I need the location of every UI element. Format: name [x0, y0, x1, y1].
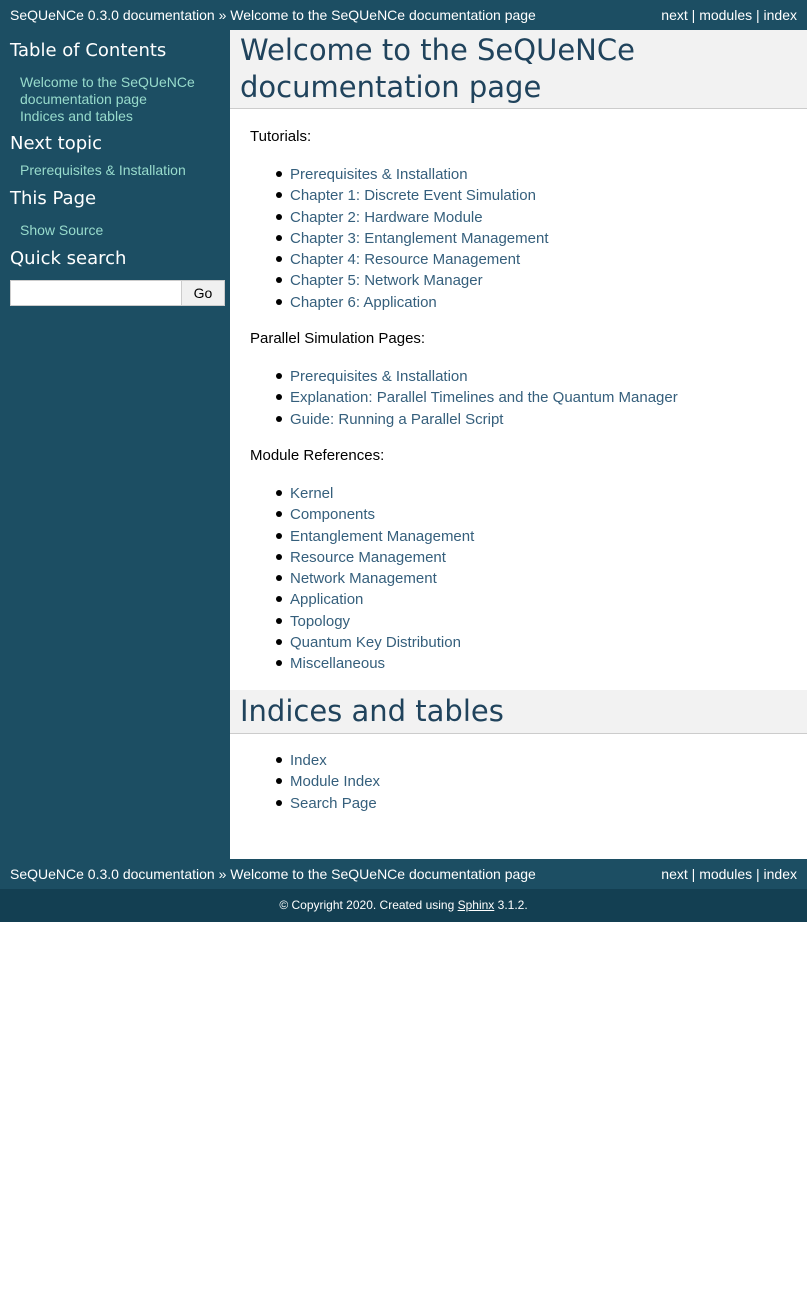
- list-item: [230, 632, 807, 653]
- bullet-icon: [274, 165, 282, 173]
- list-item: [230, 750, 807, 771]
- list-item: [230, 292, 807, 313]
- module-link[interactable]: Application: [290, 591, 364, 609]
- footer: [0, 889, 807, 922]
- this-page-heading: This Page: [10, 188, 97, 209]
- next-link[interactable]: next: [661, 866, 688, 882]
- list-item: [230, 483, 807, 504]
- page-title: [230, 32, 807, 106]
- next-link[interactable]: next: [661, 7, 688, 23]
- search-go-button[interactable]: Go: [181, 280, 225, 306]
- search-input[interactable]: [10, 280, 182, 306]
- indices-list: [230, 750, 807, 814]
- pipe-separator: |: [756, 7, 760, 23]
- bullet-icon: [274, 293, 282, 301]
- parallel-label: Parallel Simulation Pages:: [250, 330, 426, 347]
- index-link[interactable]: index: [763, 866, 797, 882]
- toc-item-welcome-line1[interactable]: Welcome to the SeQUeNCe: [20, 74, 195, 90]
- bullet-icon: [274, 208, 282, 216]
- breadcrumb: [10, 859, 536, 889]
- list-item: [230, 270, 807, 291]
- tutorial-link[interactable]: Chapter 6: Application: [290, 293, 437, 311]
- breadcrumb-separator: »: [218, 7, 227, 23]
- bullet-icon: [274, 569, 282, 577]
- sphinx-link[interactable]: Sphinx: [457, 898, 495, 912]
- version-text: 3.1.2.: [497, 898, 528, 912]
- toc-heading: Table of Contents: [10, 40, 167, 61]
- bullet-icon: [274, 186, 282, 194]
- modules-label: Module References:: [250, 447, 385, 464]
- bullet-icon: [274, 410, 282, 418]
- list-item: [230, 771, 807, 792]
- tutorial-link[interactable]: Chapter 4: Resource Management: [290, 251, 521, 269]
- list-item: [230, 249, 807, 270]
- bullet-icon: [274, 505, 282, 513]
- list-item: [230, 589, 807, 610]
- index-link[interactable]: index: [763, 7, 797, 23]
- next-topic-heading: Next topic: [10, 133, 103, 154]
- top-relbar: [0, 0, 807, 30]
- list-item: [230, 185, 807, 206]
- module-link[interactable]: Resource Management: [290, 548, 446, 566]
- page-title-box: [230, 30, 807, 109]
- list-item: [230, 164, 807, 185]
- module-link[interactable]: Quantum Key Distribution: [290, 634, 461, 652]
- tutorial-link[interactable]: Chapter 2: Hardware Module: [290, 208, 483, 226]
- modules-list: [230, 483, 807, 675]
- sidebar: [0, 30, 230, 859]
- parallel-link[interactable]: Prerequisites & Installation: [290, 368, 468, 385]
- breadcrumb-current: Welcome to the SeQUeNCe documentation page: [230, 866, 536, 882]
- bullet-icon: [274, 548, 282, 556]
- show-source-link[interactable]: Show Source: [20, 222, 104, 238]
- main-content: [230, 30, 807, 859]
- bullet-icon: [274, 367, 282, 375]
- tutorials-label: Tutorials:: [250, 128, 312, 145]
- tutorial-link[interactable]: Chapter 1: Discrete Event Simulation: [290, 187, 536, 205]
- bullet-icon: [274, 229, 282, 237]
- relbar-nav: [661, 0, 797, 30]
- modules-link[interactable]: modules: [699, 7, 753, 23]
- breadcrumb-separator: »: [218, 866, 227, 882]
- list-item: [230, 568, 807, 589]
- breadcrumb-project-link[interactable]: SeQUeNCe 0.3.0 documentation: [10, 866, 215, 882]
- page-title-line2: documentation page: [240, 70, 542, 104]
- toc-item-welcome-line2[interactable]: documentation page: [20, 91, 147, 107]
- page-title-line1: Welcome to the SeQUeNCe: [240, 33, 635, 67]
- module-link[interactable]: Topology: [290, 612, 351, 630]
- modules-link[interactable]: modules: [699, 866, 753, 882]
- bullet-icon: [274, 612, 282, 620]
- bullet-icon: [274, 527, 282, 535]
- bullet-icon: [274, 772, 282, 780]
- copyright-text: © Copyright 2020. Created using: [279, 898, 455, 912]
- indices-heading: Indices and tables: [240, 694, 504, 728]
- index-page-link[interactable]: Index: [290, 752, 327, 769]
- relbar-nav: [661, 859, 797, 889]
- bullet-icon: [274, 388, 282, 396]
- module-link[interactable]: Components: [290, 506, 376, 524]
- module-link[interactable]: Kernel: [290, 485, 334, 502]
- bullet-icon: [274, 633, 282, 641]
- list-item: [230, 387, 807, 408]
- list-item: [230, 653, 807, 674]
- bullet-icon: [274, 484, 282, 492]
- bullet-icon: [274, 794, 282, 802]
- list-item: [230, 611, 807, 632]
- list-item: [230, 228, 807, 249]
- list-item: [230, 409, 807, 430]
- bullet-icon: [274, 250, 282, 258]
- module-link[interactable]: Network Management: [290, 570, 437, 588]
- indices-heading-box: [230, 690, 807, 734]
- breadcrumb: [10, 0, 536, 30]
- module-link[interactable]: Miscellaneous: [290, 655, 386, 673]
- pipe-separator: |: [691, 866, 696, 882]
- list-item: [230, 207, 807, 228]
- breadcrumb-current: Welcome to the SeQUeNCe documentation page: [230, 7, 536, 23]
- parallel-link[interactable]: Explanation: Parallel Timelines and the Quantum Manager: [290, 389, 678, 407]
- search-page-link[interactable]: Search Page: [290, 794, 377, 812]
- tutorial-link[interactable]: Prerequisites & Installation: [290, 166, 468, 183]
- pipe-separator: |: [691, 7, 696, 23]
- bullet-icon: [274, 590, 282, 598]
- tutorial-link[interactable]: Chapter 3: Entanglement Management: [290, 229, 549, 247]
- list-item: [230, 366, 807, 387]
- toc-item-indices[interactable]: Indices and tables: [20, 108, 133, 124]
- list-item: [230, 526, 807, 547]
- tutorial-link[interactable]: Chapter 5: Network Manager: [290, 272, 483, 290]
- parallel-link[interactable]: Guide: Running a Parallel Script: [290, 410, 504, 428]
- list-item: [230, 793, 807, 814]
- bullet-icon: [274, 271, 282, 279]
- next-topic-link[interactable]: Prerequisites & Installation: [20, 162, 186, 178]
- list-item: [230, 504, 807, 525]
- bullet-icon: [274, 654, 282, 662]
- bottom-relbar: [0, 859, 807, 889]
- tutorials-list: [230, 164, 807, 313]
- list-item: [230, 547, 807, 568]
- module-link[interactable]: Entanglement Management: [290, 527, 475, 545]
- module-index-link[interactable]: Module Index: [290, 773, 381, 791]
- breadcrumb-project-link[interactable]: SeQUeNCe 0.3.0 documentation: [10, 7, 215, 23]
- pipe-separator: |: [756, 866, 760, 882]
- parallel-list: [230, 366, 807, 430]
- bullet-icon: [274, 751, 282, 759]
- quick-search-heading: Quick search: [10, 248, 127, 269]
